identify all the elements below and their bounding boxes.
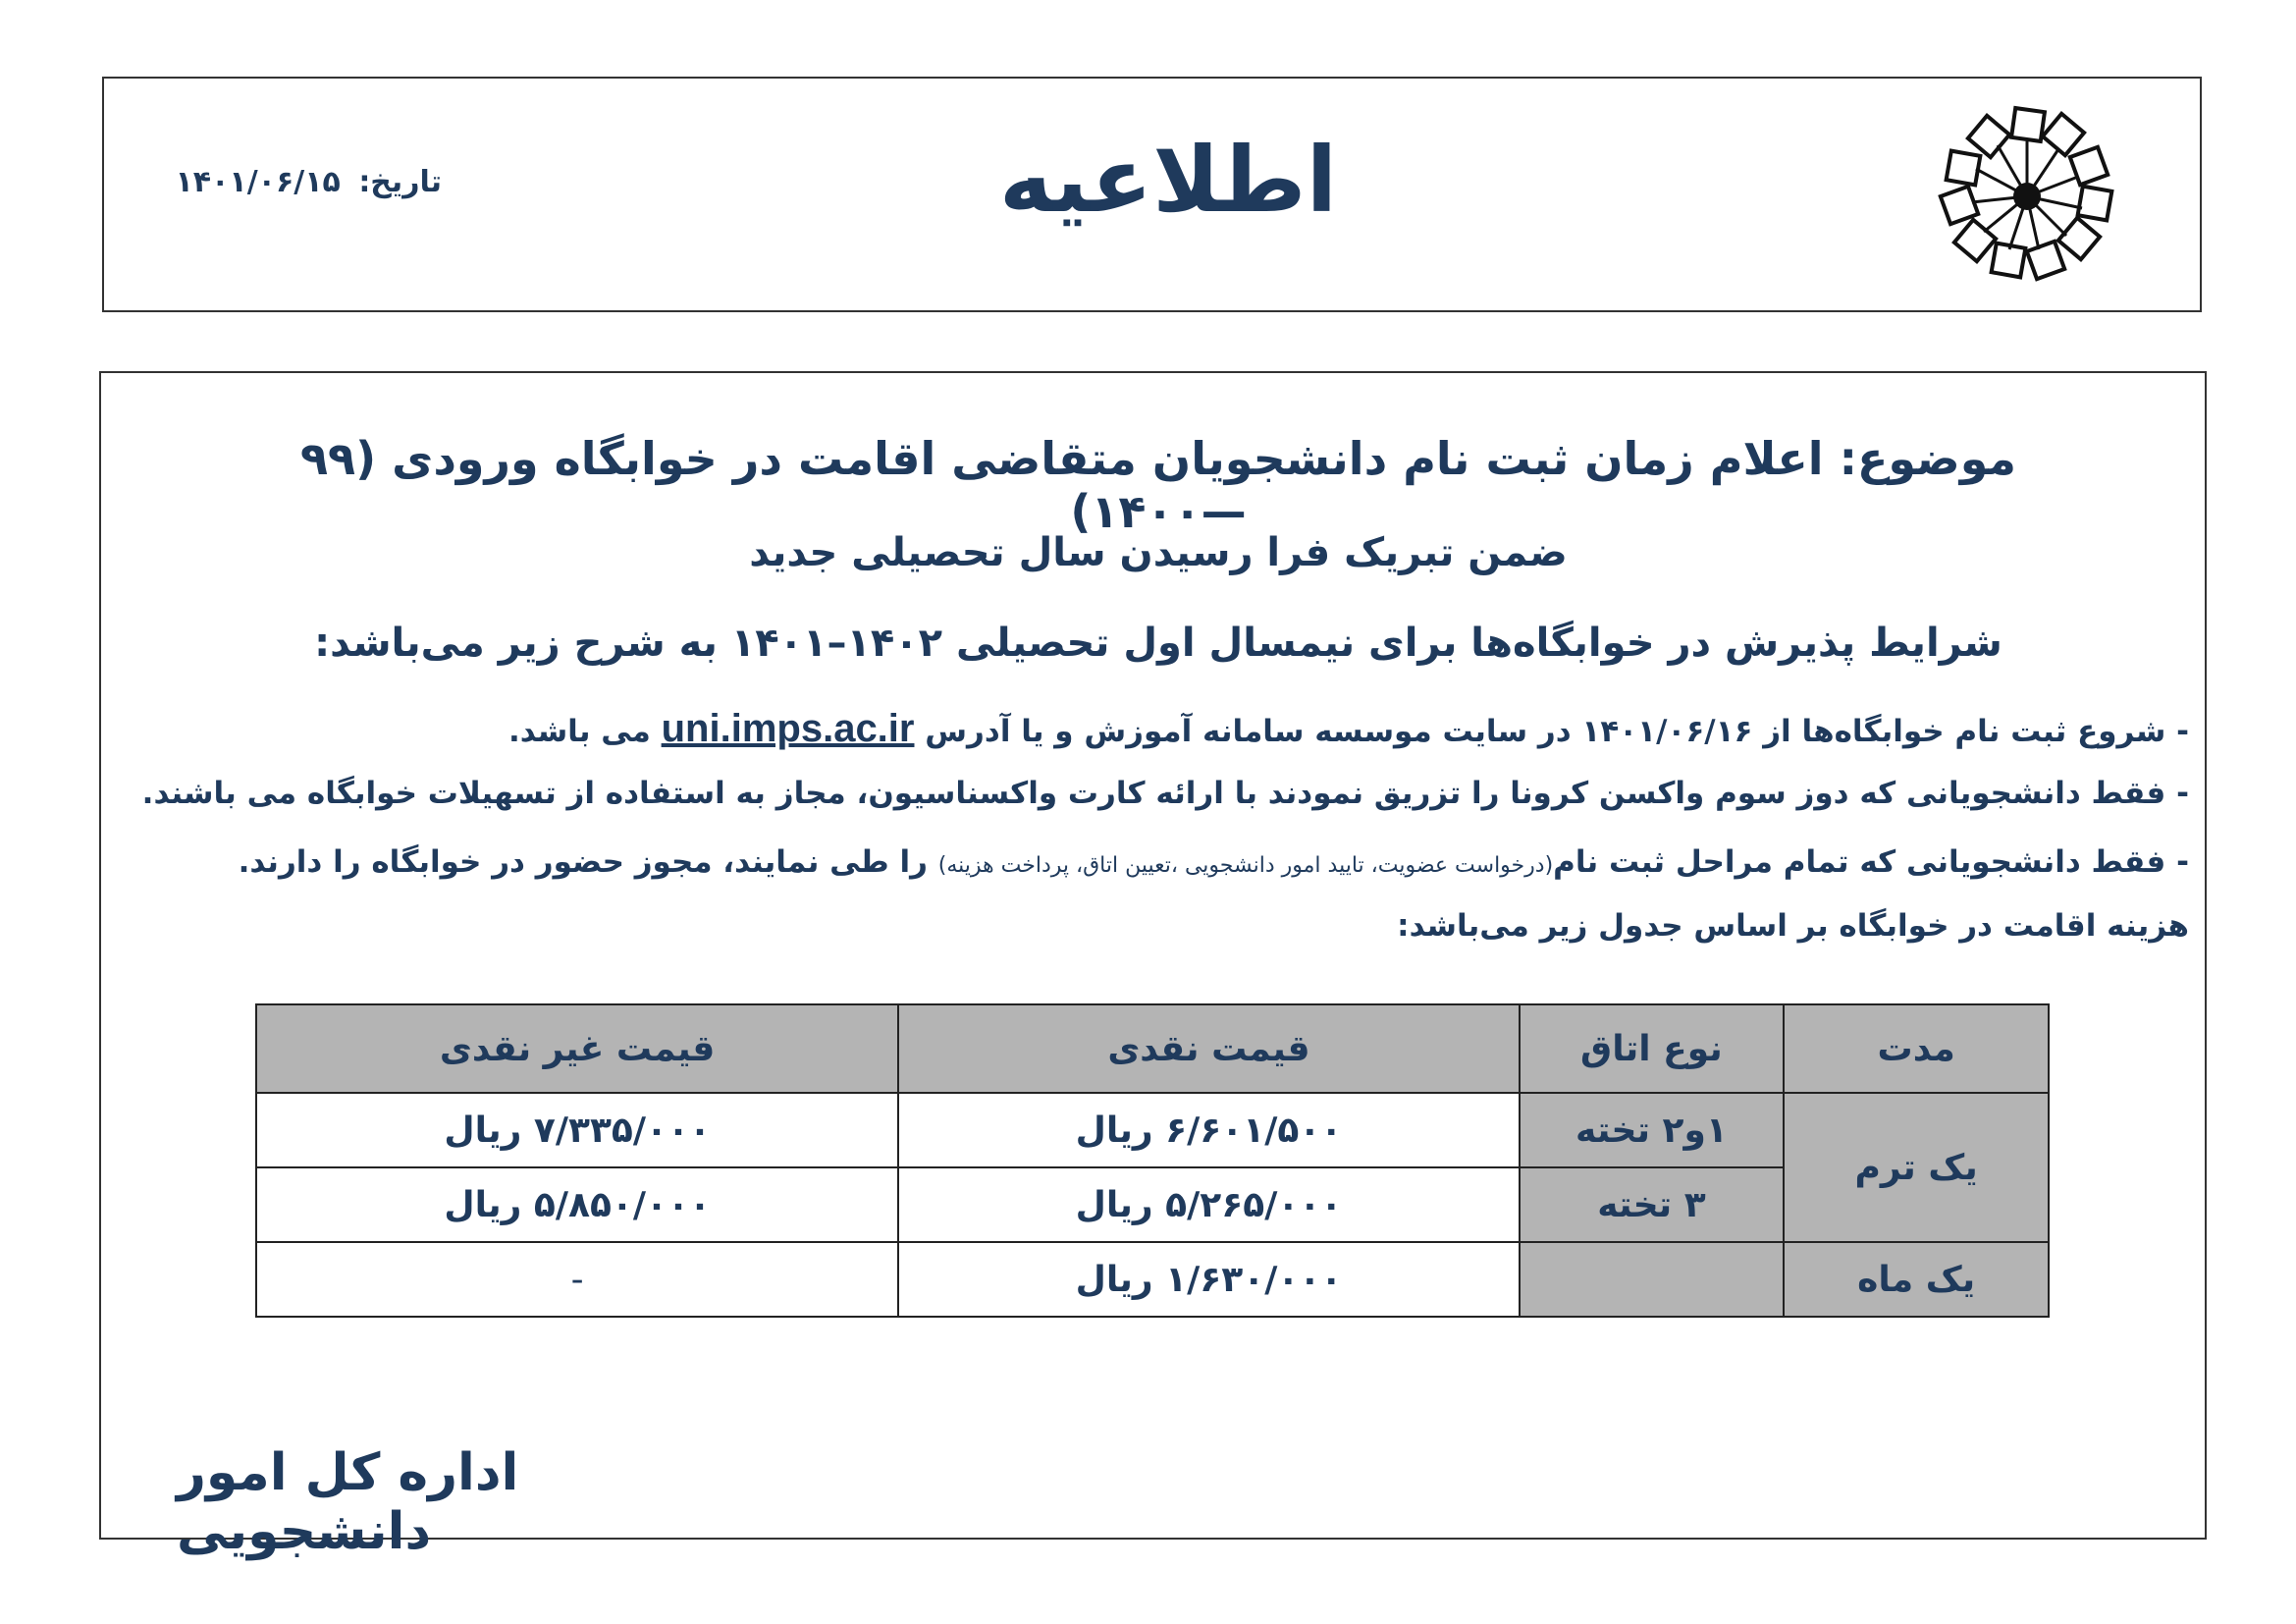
conditions-heading: شرایط پذیرش در خوابگاه‌ها برای نیمسال اول تحصیلی ۱۴۰۲–۱۴۰۱ به شرح زیر می‌باشد: xyxy=(314,621,2002,666)
cell-room-type: ۱و۲ تخته xyxy=(1520,1093,1785,1167)
header-cash-price: قیمت نقدی xyxy=(898,1004,1519,1093)
cell-room-type xyxy=(1520,1242,1785,1317)
cell-room-type: ۳ تخته xyxy=(1520,1167,1785,1242)
cell-noncash-price: ۵/۸۵۰/۰۰۰ ریال xyxy=(256,1167,898,1242)
header-noncash-price: قیمت غیر نقدی xyxy=(256,1004,898,1093)
cell-cash-price: ۱/۶۳۰/۰۰۰ ریال xyxy=(898,1242,1519,1317)
date-line xyxy=(147,165,442,199)
cell-noncash-price: - xyxy=(256,1242,898,1317)
line3-text-before: - فقط دانشجویانی که تمام مراحل ثبت نام xyxy=(1553,844,2189,880)
fees-table xyxy=(255,1003,2050,1318)
line1-text-before: - شروع ثبت نام خوابگاه‌ها از ۱۴۰۱/۰۶/۱۶ در سایت موسسه سامانه آموزش و یا آدرس xyxy=(925,714,2189,749)
date-label: تاریخ: xyxy=(358,165,442,199)
table-row xyxy=(256,1167,2049,1242)
university-url-link[interactable]: uni.imps.ac.ir xyxy=(661,707,915,750)
congrats-heading: ضمن تبریک فرا رسیدن سال تحصیلی جدید xyxy=(749,530,1568,575)
table-row xyxy=(256,1093,2049,1167)
cell-cash-price: ۶/۶۰۱/۵۰۰ ریال xyxy=(898,1093,1519,1167)
university-logo-icon xyxy=(1929,98,2125,295)
line3-steps-detail: (درخواست عضویت، تایید امور دانشجویی ،تعیین اتاق، پرداخت هزینه) xyxy=(937,853,1554,878)
line3-text-after: را طی نمایند، مجوز حضور در خوابگاه را دارند. xyxy=(238,844,928,880)
fee-intro-line: هزینه اقامت در خوابگاه بر اساس جدول زیر می‌باشد: xyxy=(1397,908,2189,944)
line1-text-after: می باشد. xyxy=(508,714,651,749)
registration-steps-line xyxy=(137,844,2189,880)
header-room-type: نوع اتاق xyxy=(1520,1004,1785,1093)
cell-noncash-price: ۷/۳۳۵/۰۰۰ ریال xyxy=(256,1093,898,1167)
table-row xyxy=(256,1242,2049,1317)
cell-cash-price: ۵/۲۶۵/۰۰۰ ریال xyxy=(898,1167,1519,1242)
cell-duration: یک ترم xyxy=(1784,1093,2049,1242)
registration-start-line xyxy=(137,707,2189,751)
table-header-row xyxy=(256,1004,2049,1093)
header-duration: مدت xyxy=(1784,1004,2049,1093)
page-title: اطلاعیه xyxy=(998,128,1338,233)
signature: اداره کل امور دانشجویی xyxy=(177,1443,519,1561)
date-value: ۱۴۰۱/۰۶/۱۵ xyxy=(175,165,341,199)
subject-heading: موضوع: اعلام زمان ثبت نام دانشجویان متقاضی اقامت در خوابگاه ورودی (۹۹—۱۴۰۰) xyxy=(299,432,2017,538)
vaccine-requirement-line: - فقط دانشجویانی که دوز سوم واکسن کرونا را تزریق نمودند با ارائه کارت واکسناسیون، مجاز به استفاده از تسهیلات خوابگاه می باشند. xyxy=(141,776,2189,811)
cell-duration: یک ماه xyxy=(1784,1242,2049,1317)
